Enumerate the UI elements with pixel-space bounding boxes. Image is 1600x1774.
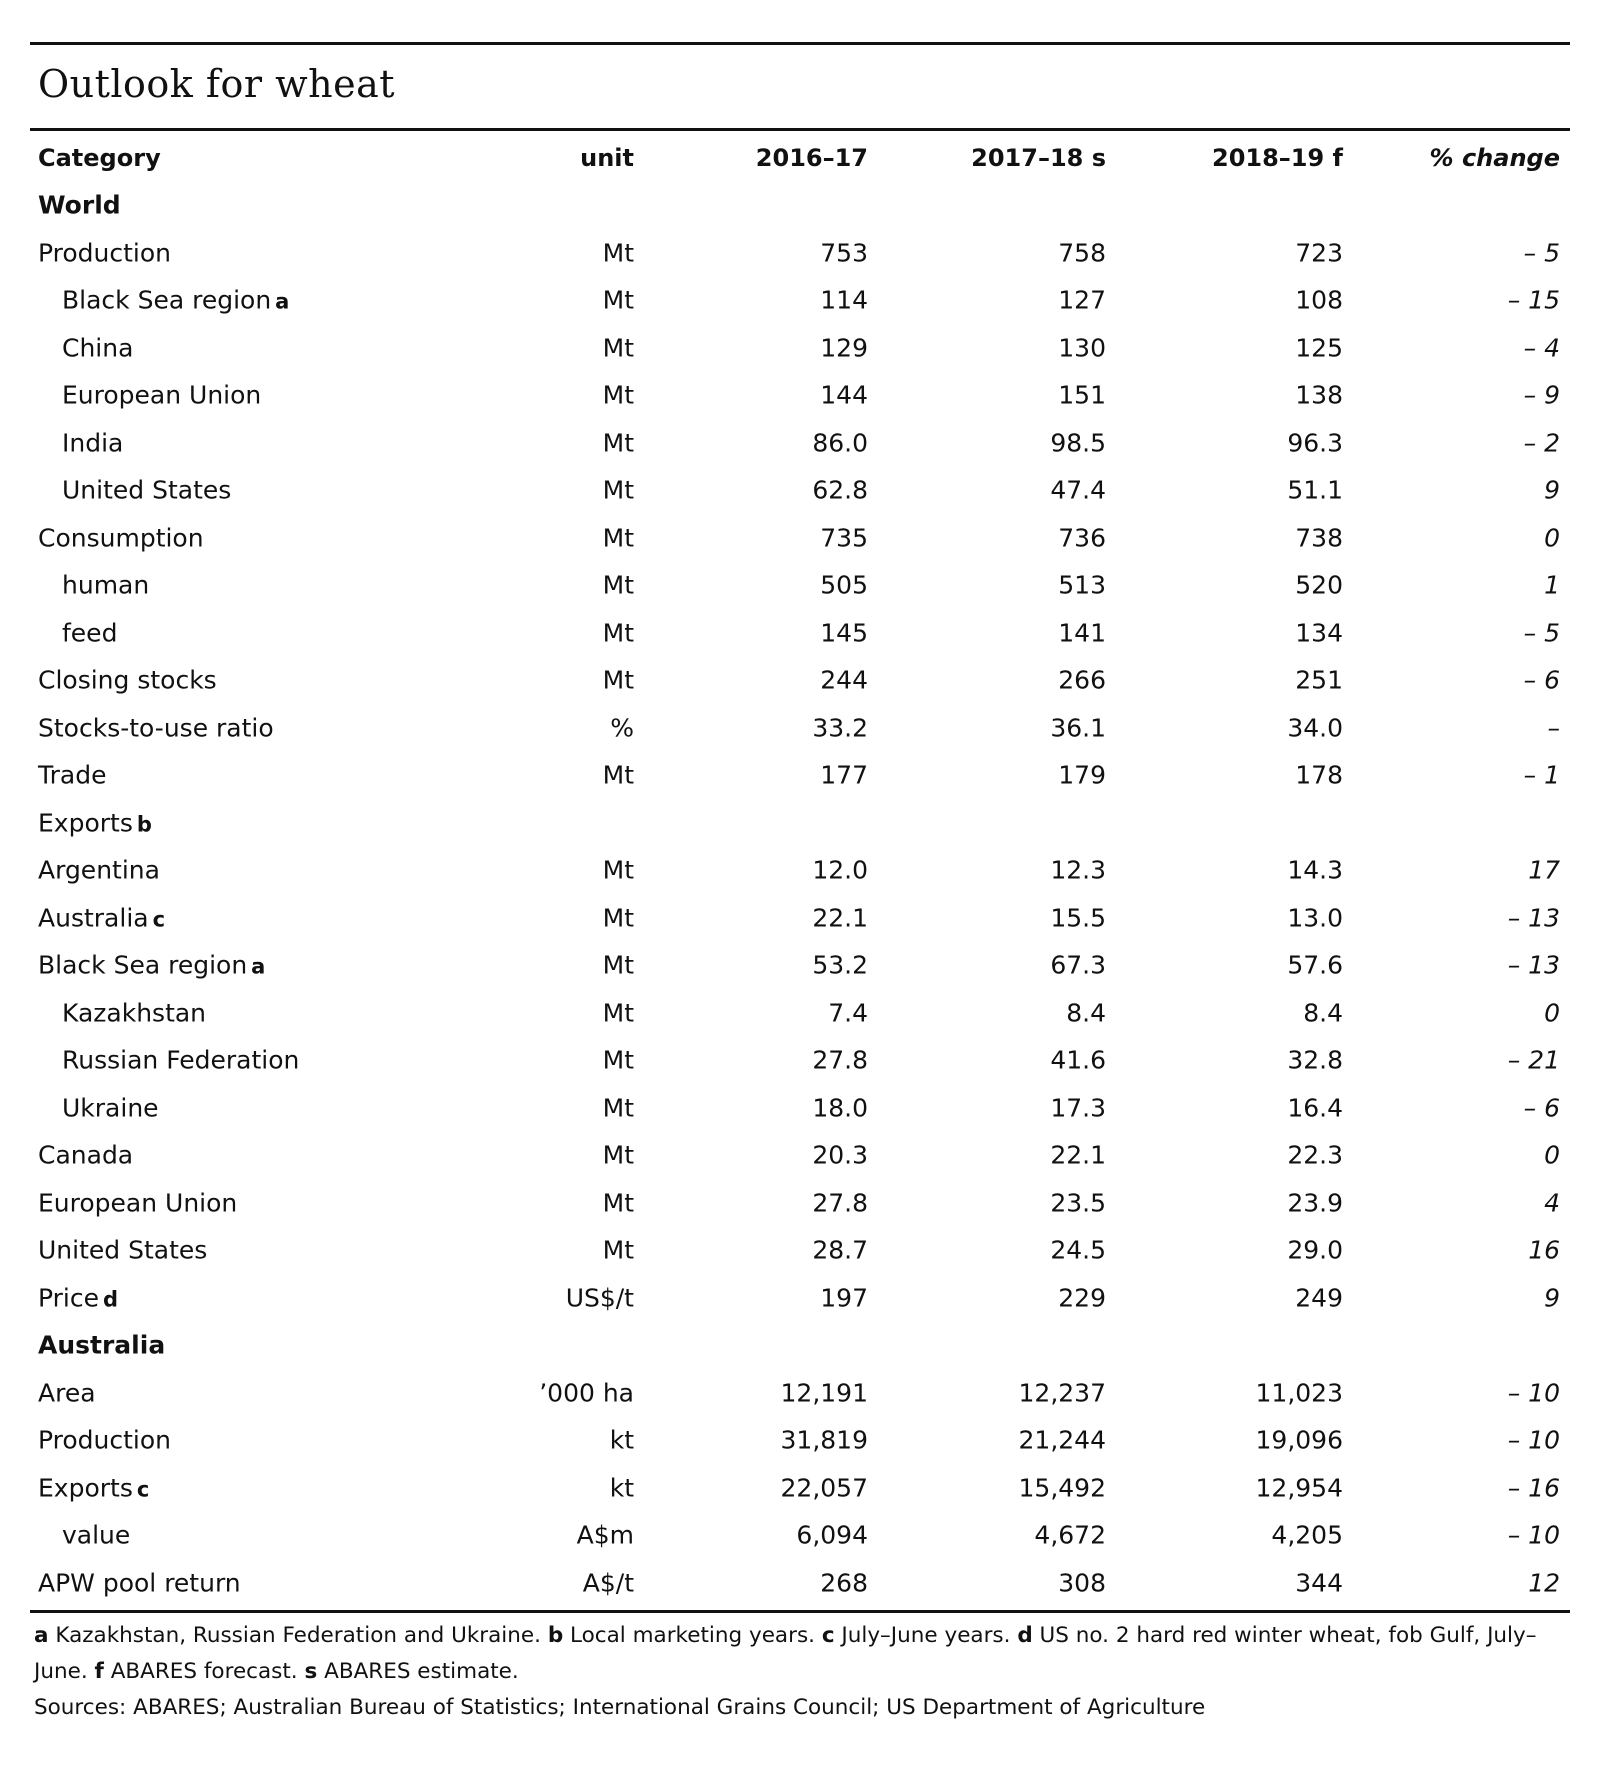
- section-header-row: [30, 182, 1570, 230]
- pct-change: –: [1547, 713, 1560, 743]
- category-cell: [62, 428, 123, 457]
- unit-cell: Mt: [602, 1140, 634, 1170]
- category-cell: [38, 1473, 149, 1502]
- value-2016-17: 53.2: [812, 950, 868, 980]
- value-2016-17: 86.0: [812, 428, 868, 458]
- category-label: World: [38, 190, 121, 220]
- pct-change: 0: [1544, 998, 1560, 1028]
- category-cell: [38, 1568, 241, 1597]
- value-2018-19: 251: [1295, 665, 1343, 695]
- table-row: [30, 277, 1570, 325]
- table-row: [30, 1227, 1570, 1275]
- pct-change: – 13: [1507, 903, 1560, 933]
- pct-change: 9: [1544, 1283, 1560, 1313]
- pct-change: – 2: [1523, 428, 1560, 458]
- footnote-definitions: [34, 1618, 1564, 1690]
- category-cell: [62, 618, 117, 647]
- category-cell: [38, 1283, 118, 1312]
- table-row: [30, 847, 1570, 895]
- value-2018-19: 19,096: [1255, 1425, 1343, 1455]
- value-2016-17: 33.2: [812, 713, 868, 743]
- category-cell: [62, 381, 261, 410]
- category-label: India: [62, 428, 124, 458]
- footnote-key-b: b: [547, 1623, 564, 1648]
- footnote-text-b: Local marketing years.: [563, 1623, 822, 1648]
- value-2016-17: 244: [820, 665, 868, 695]
- category-cell: [62, 1046, 299, 1075]
- category-label: Black Sea region: [38, 950, 248, 980]
- footnote-text-a: Kazakhstan, Russian Federation and Ukraine.: [48, 1623, 548, 1648]
- value-2017-18: 41.6: [1050, 1045, 1106, 1075]
- category-label: Russian Federation: [62, 1045, 300, 1075]
- value-2017-18: 130: [1058, 333, 1106, 363]
- category-label: Trade: [38, 760, 107, 790]
- pct-change: – 5: [1523, 618, 1560, 648]
- category-cell: [38, 1141, 133, 1170]
- header-2016-17: 2016–17: [755, 143, 868, 172]
- value-2018-19: 16.4: [1287, 1093, 1343, 1123]
- header-unit: unit: [580, 143, 634, 172]
- value-2016-17: 22,057: [780, 1473, 868, 1503]
- value-2016-17: 12,191: [780, 1378, 868, 1408]
- value-2018-19: 134: [1295, 618, 1343, 648]
- footnote-text-f: ABARES forecast.: [103, 1659, 305, 1684]
- value-2018-19: 57.6: [1287, 950, 1343, 980]
- category-cell: [38, 761, 106, 790]
- unit-cell: US$/t: [565, 1283, 634, 1313]
- value-2017-18: 36.1: [1050, 713, 1106, 743]
- value-2018-19: 13.0: [1287, 903, 1343, 933]
- category-cell: [38, 1426, 171, 1455]
- category-label: value: [62, 1520, 131, 1550]
- header-2018-19: 2018–19 f: [1212, 143, 1343, 172]
- value-2018-19: 4,205: [1271, 1520, 1343, 1550]
- table-row: [30, 562, 1570, 610]
- value-2017-18: 12.3: [1050, 855, 1106, 885]
- category-label: Exports: [38, 1473, 133, 1503]
- table-row: [30, 752, 1570, 800]
- pct-change: 12: [1528, 1568, 1560, 1598]
- value-2017-18: 758: [1058, 238, 1106, 268]
- footnote-marker: c: [152, 907, 166, 932]
- pct-change: 17: [1528, 855, 1560, 885]
- category-label: European Union: [38, 1188, 238, 1218]
- pct-change: – 6: [1523, 665, 1560, 695]
- unit-cell: A$/t: [582, 1568, 634, 1598]
- header-category: Category: [38, 143, 161, 172]
- value-2017-18: 151: [1058, 380, 1106, 410]
- value-2017-18: 17.3: [1050, 1093, 1106, 1123]
- value-2017-18: 141: [1058, 618, 1106, 648]
- value-2017-18: 24.5: [1050, 1235, 1106, 1265]
- value-2016-17: 18.0: [812, 1093, 868, 1123]
- value-2018-19: 51.1: [1287, 475, 1343, 505]
- category-cell: [38, 1188, 237, 1217]
- value-2016-17: 62.8: [812, 475, 868, 505]
- category-label: Consumption: [38, 523, 204, 553]
- value-2017-18: 67.3: [1050, 950, 1106, 980]
- table-row: [30, 799, 1570, 847]
- value-2016-17: 27.8: [812, 1188, 868, 1218]
- category-label: United States: [62, 475, 232, 505]
- value-2018-19: 12,954: [1255, 1473, 1343, 1503]
- pct-change: 16: [1528, 1235, 1560, 1265]
- category-cell: [38, 856, 160, 885]
- table-row: [30, 1179, 1570, 1227]
- pct-change: – 15: [1507, 285, 1560, 315]
- footnote-marker: b: [136, 812, 152, 837]
- table-row: [30, 419, 1570, 467]
- category-label: Exports: [38, 808, 133, 838]
- table-row: [30, 989, 1570, 1037]
- value-2016-17: 753: [820, 238, 868, 268]
- footnote-key-a: a: [34, 1623, 49, 1648]
- category-label: Area: [38, 1378, 96, 1408]
- value-2017-18: 229: [1058, 1283, 1106, 1313]
- unit-cell: Mt: [602, 523, 634, 553]
- pct-change: – 6: [1523, 1093, 1560, 1123]
- unit-cell: Mt: [602, 1045, 634, 1075]
- unit-cell: Mt: [602, 380, 634, 410]
- value-2018-19: 14.3: [1287, 855, 1343, 885]
- category-label: Kazakhstan: [62, 998, 207, 1028]
- value-2018-19: 23.9: [1287, 1188, 1343, 1218]
- unit-cell: Mt: [602, 1093, 634, 1123]
- table-row: [30, 1084, 1570, 1132]
- value-2018-19: 32.8: [1287, 1045, 1343, 1075]
- category-cell: [38, 523, 204, 552]
- value-2017-18: 47.4: [1050, 475, 1106, 505]
- pct-change: – 1: [1523, 760, 1560, 790]
- footnote-text-s: ABARES estimate.: [317, 1659, 519, 1684]
- value-2017-18: 736: [1058, 523, 1106, 553]
- category-cell: [38, 666, 217, 695]
- value-2016-17: 28.7: [812, 1235, 868, 1265]
- value-2016-17: 12.0: [812, 855, 868, 885]
- pct-change: – 21: [1507, 1045, 1560, 1075]
- table-row: [30, 1512, 1570, 1560]
- value-2018-19: 344: [1295, 1568, 1343, 1598]
- value-2018-19: 22.3: [1287, 1140, 1343, 1170]
- title-rule: [30, 128, 1570, 131]
- value-2018-19: 738: [1295, 523, 1343, 553]
- value-2017-18: 8.4: [1066, 998, 1106, 1028]
- table-row: [30, 1037, 1570, 1085]
- pct-change: 4: [1544, 1188, 1560, 1218]
- category-cell: [62, 333, 133, 362]
- table-row: [30, 1274, 1570, 1322]
- value-2017-18: 179: [1058, 760, 1106, 790]
- category-cell: [62, 998, 206, 1027]
- value-2016-17: 27.8: [812, 1045, 868, 1075]
- unit-cell: Mt: [602, 1188, 634, 1218]
- pct-change: – 5: [1523, 238, 1560, 268]
- table-row: [30, 1464, 1570, 1512]
- category-label: human: [62, 570, 150, 600]
- category-label: Price: [38, 1283, 99, 1313]
- unit-cell: Mt: [602, 618, 634, 648]
- category-label: Australia: [38, 1330, 166, 1360]
- category-cell: [62, 476, 231, 505]
- value-2018-19: 34.0: [1287, 713, 1343, 743]
- table-row: [30, 657, 1570, 705]
- value-2018-19: 11,023: [1255, 1378, 1343, 1408]
- pct-change: – 10: [1507, 1378, 1560, 1408]
- category-cell: [62, 1093, 159, 1122]
- value-2018-19: 723: [1295, 238, 1343, 268]
- pct-change: 9: [1544, 475, 1560, 505]
- footnote-text-c: July–June years.: [834, 1623, 1018, 1648]
- value-2018-19: 138: [1295, 380, 1343, 410]
- pct-change: – 13: [1507, 950, 1560, 980]
- value-2016-17: 735: [820, 523, 868, 553]
- value-2016-17: 22.1: [812, 903, 868, 933]
- value-2017-18: 266: [1058, 665, 1106, 695]
- table-row: [30, 467, 1570, 515]
- sources-line: Sources: ABARES; Australian Bureau of Statistics; International Grains Council; US Department of Agriculture: [34, 1695, 1206, 1720]
- category-label: Canada: [38, 1140, 134, 1170]
- unit-cell: kt: [609, 1473, 634, 1503]
- unit-cell: Mt: [602, 333, 634, 363]
- value-2017-18: 15,492: [1018, 1473, 1106, 1503]
- value-2017-18: 513: [1058, 570, 1106, 600]
- category-label: Closing stocks: [38, 665, 217, 695]
- category-cell: [38, 903, 165, 932]
- table-row: [30, 894, 1570, 942]
- category-label: United States: [38, 1235, 208, 1265]
- category-cell: [38, 1331, 165, 1360]
- footnote-key-f: f: [94, 1659, 104, 1684]
- header-2017-18: 2017–18 s: [971, 143, 1106, 172]
- value-2016-17: 145: [820, 618, 868, 648]
- category-label: APW pool return: [38, 1568, 241, 1598]
- category-cell: [62, 286, 289, 315]
- unit-cell: Mt: [602, 285, 634, 315]
- table-row: [30, 609, 1570, 657]
- value-2017-18: 21,244: [1018, 1425, 1106, 1455]
- category-label: Australia: [38, 903, 149, 933]
- unit-cell: Mt: [602, 570, 634, 600]
- table-row: [30, 229, 1570, 277]
- value-2016-17: 7.4: [828, 998, 868, 1028]
- category-label: Argentina: [38, 855, 160, 885]
- table-row: [30, 704, 1570, 752]
- footnote-key-d: d: [1017, 1623, 1033, 1648]
- unit-cell: Mt: [602, 665, 634, 695]
- category-cell: [38, 191, 121, 220]
- value-2016-17: 114: [820, 285, 868, 315]
- value-2018-19: 178: [1295, 760, 1343, 790]
- header-pct-change: % change: [1429, 143, 1560, 172]
- category-label: feed: [62, 618, 118, 648]
- footnote-marker: a: [251, 954, 266, 979]
- category-cell: [38, 238, 171, 267]
- value-2016-17: 177: [820, 760, 868, 790]
- pct-change: – 16: [1507, 1473, 1560, 1503]
- value-2016-17: 197: [820, 1283, 868, 1313]
- value-2017-18: 12,237: [1018, 1378, 1106, 1408]
- category-cell: [38, 713, 274, 742]
- table-row: [30, 514, 1570, 562]
- bottom-rule: [30, 1610, 1570, 1613]
- section-header-row: [30, 1322, 1570, 1370]
- top-rule: [30, 42, 1570, 45]
- unit-cell: Mt: [602, 998, 634, 1028]
- category-label: European Union: [62, 380, 262, 410]
- value-2016-17: 129: [820, 333, 868, 363]
- value-2018-19: 29.0: [1287, 1235, 1343, 1265]
- category-label: Production: [38, 238, 172, 268]
- table-body: [30, 182, 1570, 1607]
- category-label: Production: [38, 1425, 172, 1455]
- value-2016-17: 268: [820, 1568, 868, 1598]
- value-2016-17: 31,819: [780, 1425, 868, 1455]
- category-cell: [38, 1236, 207, 1265]
- value-2017-18: 127: [1058, 285, 1106, 315]
- category-cell: [38, 1378, 96, 1407]
- table-title: Outlook for wheat: [38, 62, 396, 106]
- table-row: [30, 1559, 1570, 1607]
- header-row: [30, 134, 1570, 182]
- unit-cell: Mt: [602, 760, 634, 790]
- category-label: China: [62, 333, 134, 363]
- unit-cell: A$m: [576, 1520, 634, 1550]
- pct-change: 0: [1544, 523, 1560, 553]
- value-2016-17: 20.3: [812, 1140, 868, 1170]
- unit-cell: Mt: [602, 238, 634, 268]
- pct-change: 1: [1544, 570, 1560, 600]
- category-label: Stocks-to-use ratio: [38, 713, 274, 743]
- value-2016-17: 505: [820, 570, 868, 600]
- unit-cell: Mt: [602, 855, 634, 885]
- table-row: [30, 1369, 1570, 1417]
- pct-change: – 10: [1507, 1520, 1560, 1550]
- unit-cell: Mt: [602, 950, 634, 980]
- wheat-outlook-table: [30, 134, 1570, 1607]
- unit-cell: Mt: [602, 475, 634, 505]
- value-2016-17: 144: [820, 380, 868, 410]
- footnote-key-c: c: [821, 1623, 835, 1648]
- value-2016-17: 6,094: [796, 1520, 868, 1550]
- pct-change: 0: [1544, 1140, 1560, 1170]
- value-2017-18: 4,672: [1034, 1520, 1106, 1550]
- footnote-key-s: s: [304, 1659, 318, 1684]
- unit-cell: ’000 ha: [539, 1378, 634, 1408]
- table-row: [30, 1417, 1570, 1465]
- value-2017-18: 98.5: [1050, 428, 1106, 458]
- footnote-marker: a: [275, 289, 290, 314]
- category-cell: [62, 571, 149, 600]
- footnote-text-d: US no. 2 hard red winter wheat, fob Gulf, July–June.: [34, 1623, 1537, 1684]
- footnotes: [34, 1618, 1564, 1726]
- unit-cell: kt: [609, 1425, 634, 1455]
- table-row: [30, 942, 1570, 990]
- table-row: [30, 372, 1570, 420]
- unit-cell: Mt: [602, 903, 634, 933]
- value-2018-19: 108: [1295, 285, 1343, 315]
- table-row: [30, 324, 1570, 372]
- value-2017-18: 22.1: [1050, 1140, 1106, 1170]
- pct-change: – 10: [1507, 1425, 1560, 1455]
- value-2018-19: 96.3: [1287, 428, 1343, 458]
- category-label: Ukraine: [62, 1093, 159, 1123]
- value-2017-18: 23.5: [1050, 1188, 1106, 1218]
- unit-cell: Mt: [602, 428, 634, 458]
- value-2018-19: 125: [1295, 333, 1343, 363]
- footnote-marker: c: [136, 1477, 150, 1502]
- value-2018-19: 8.4: [1303, 998, 1343, 1028]
- value-2017-18: 308: [1058, 1568, 1106, 1598]
- table-row: [30, 1132, 1570, 1180]
- category-cell: [38, 808, 152, 837]
- pct-change: – 9: [1523, 380, 1560, 410]
- pct-change: – 4: [1523, 333, 1560, 363]
- category-label: Black Sea region: [62, 285, 272, 315]
- footnote-marker: d: [103, 1287, 119, 1312]
- value-2017-18: 15.5: [1050, 903, 1106, 933]
- unit-cell: Mt: [602, 1235, 634, 1265]
- unit-cell: %: [610, 713, 634, 743]
- category-cell: [38, 951, 265, 980]
- value-2018-19: 249: [1295, 1283, 1343, 1313]
- value-2018-19: 520: [1295, 570, 1343, 600]
- category-cell: [62, 1521, 130, 1550]
